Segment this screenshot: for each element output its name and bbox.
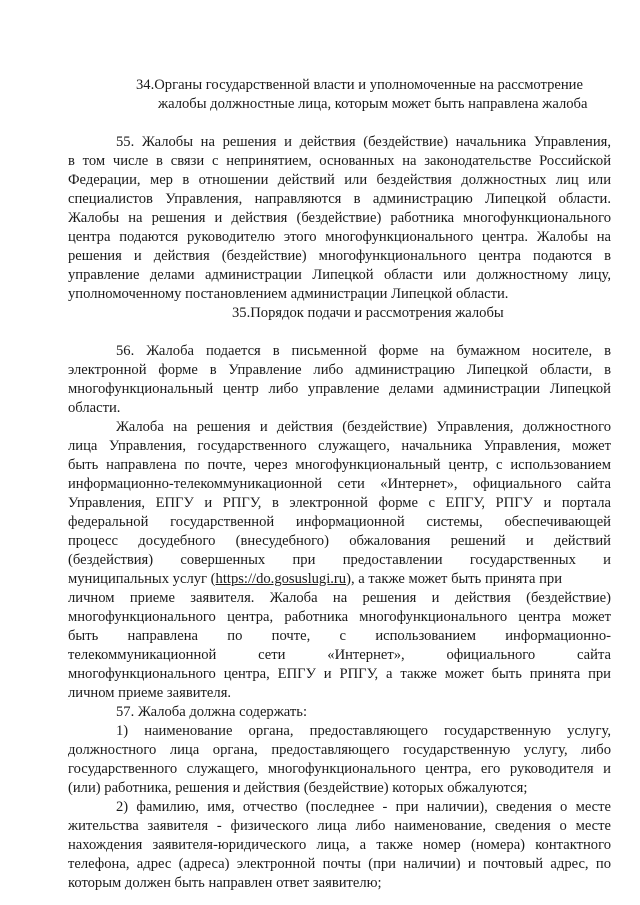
paragraph-56b-line: (бездействия) совершенных при предоставлении государственных и xyxy=(68,552,611,568)
paragraph-56b-line: личном приеме заявителя. Жалоба на решения и действия (бездействие) xyxy=(68,590,611,606)
item-2-line: жительства заявителя - физического лица либо наименование, сведения о месте xyxy=(68,818,611,834)
link-line-before: муниципальных услуг ( xyxy=(68,571,216,587)
paragraph-55-line: Федерации, мер в отношении действий или бездействия должностных лиц или xyxy=(68,172,611,188)
paragraph-56b-line: многофункционального центра, работника многофункционального центра может xyxy=(68,609,611,625)
paragraph-56b-line: Жалоба на решения и действия (бездействие) Управления, должностного xyxy=(116,419,611,435)
paragraph-56b-line: быть направлена по почте, с использованием информационно- xyxy=(68,628,611,644)
paragraph-55-line: в том числе в связи с непринятием, основанных на законодательстве Российской xyxy=(68,153,611,169)
paragraph-55-line: решения и действия (бездействие) многофункционального центра подаются в xyxy=(68,248,611,264)
paragraph-55-line: управление делами администрации Липецкой области или должностному лицу, xyxy=(68,267,611,283)
paragraph-55-line: Жалобы на решения и действия (бездействие) работника многофункционального xyxy=(68,210,611,226)
paragraph-56b-line: телекоммуникационной сети «Интернет», официального сайта xyxy=(68,647,611,663)
paragraph-56b-line: процесс досудебного (внесудебного) обжалования решений и действий xyxy=(68,533,611,549)
item-1-line: 1) наименование органа, предоставляющего государственную услугу, xyxy=(116,723,611,739)
paragraph-56b-line: федеральной государственной информационной системы, обеспечивающей xyxy=(68,514,611,530)
item-2-line: которым должен быть направлен ответ заявителю; xyxy=(68,875,382,891)
item-1-line: должностного лица органа, предоставляющего государственную услугу, либо xyxy=(68,742,611,758)
paragraph-56b-link-line xyxy=(68,570,562,589)
item-2-line: телефона, адрес (адреса) электронной почты (при наличии) и почтовый адрес, по xyxy=(68,856,611,872)
paragraph-56b-line: личном приеме заявителя. xyxy=(68,685,232,701)
paragraph-56-line: многофункциональный центр либо управление делами администрации Липецкой xyxy=(68,381,611,397)
paragraph-56b-line: информационно-телекоммуникационной сети «Интернет», официального сайта xyxy=(68,476,611,492)
paragraph-56b-line: многофункционального центра, ЕПГУ и РПГУ, а также может быть принята при xyxy=(68,666,611,682)
section-34-title-line-2: жалобы должностные лица, которым может быть направлена жалоба xyxy=(158,96,588,112)
paragraph-56-line: области. xyxy=(68,400,121,416)
paragraph-55-line: 55. Жалобы на решения и действия (бездействие) начальника Управления, xyxy=(116,134,611,150)
item-1-line: (или) работника, решения и действия (бездействие) которых обжалуются; xyxy=(68,780,528,796)
paragraph-56b-line: Управления, ЕПГУ и РПГУ, в электронной форме с ЕПГУ, РПГУ и портала xyxy=(68,495,611,511)
section-34-title-line-1: 34.Органы государственной власти и уполномоченные на рассмотрение xyxy=(136,77,583,93)
paragraph-57-intro: 57. Жалоба должна содержать: xyxy=(116,704,307,720)
paragraph-56-line: 56. Жалоба подается в письменной форме на бумажном носителе, в xyxy=(116,343,611,359)
paragraph-55-line: центра подаются руководителю этого многофункционального центра. Жалобы на xyxy=(68,229,611,245)
gosuslugi-link[interactable]: https://do.gosuslugi.ru xyxy=(215,571,347,587)
item-2-line: нахождения заявителя-юридического лица, а также номер (номера) контактного xyxy=(68,837,611,853)
paragraph-56-line: электронной форме в Управление либо администрацию Липецкой области, в xyxy=(68,362,611,378)
paragraph-56b-line: лица Управления, государственного служащего, начальника Управления, может xyxy=(68,438,611,454)
paragraph-56b-line: быть направлена по почте, через многофункциональный центр, с использованием xyxy=(68,457,611,473)
item-2-line: 2) фамилию, имя, отчество (последнее - при наличии), сведения о месте xyxy=(116,799,611,815)
section-35-title: 35.Порядок подачи и рассмотрения жалобы xyxy=(232,305,504,321)
item-1-line: государственного служащего, многофункционального центра, его руководителя и xyxy=(68,761,611,777)
paragraph-55-line: уполномоченному постановлением администрации Липецкой области. xyxy=(68,286,509,302)
link-line-after: ), а также может быть принята при xyxy=(346,571,563,587)
paragraph-55-line: специалистов Управления, направляются в администрацию Липецкой области. xyxy=(68,191,611,207)
